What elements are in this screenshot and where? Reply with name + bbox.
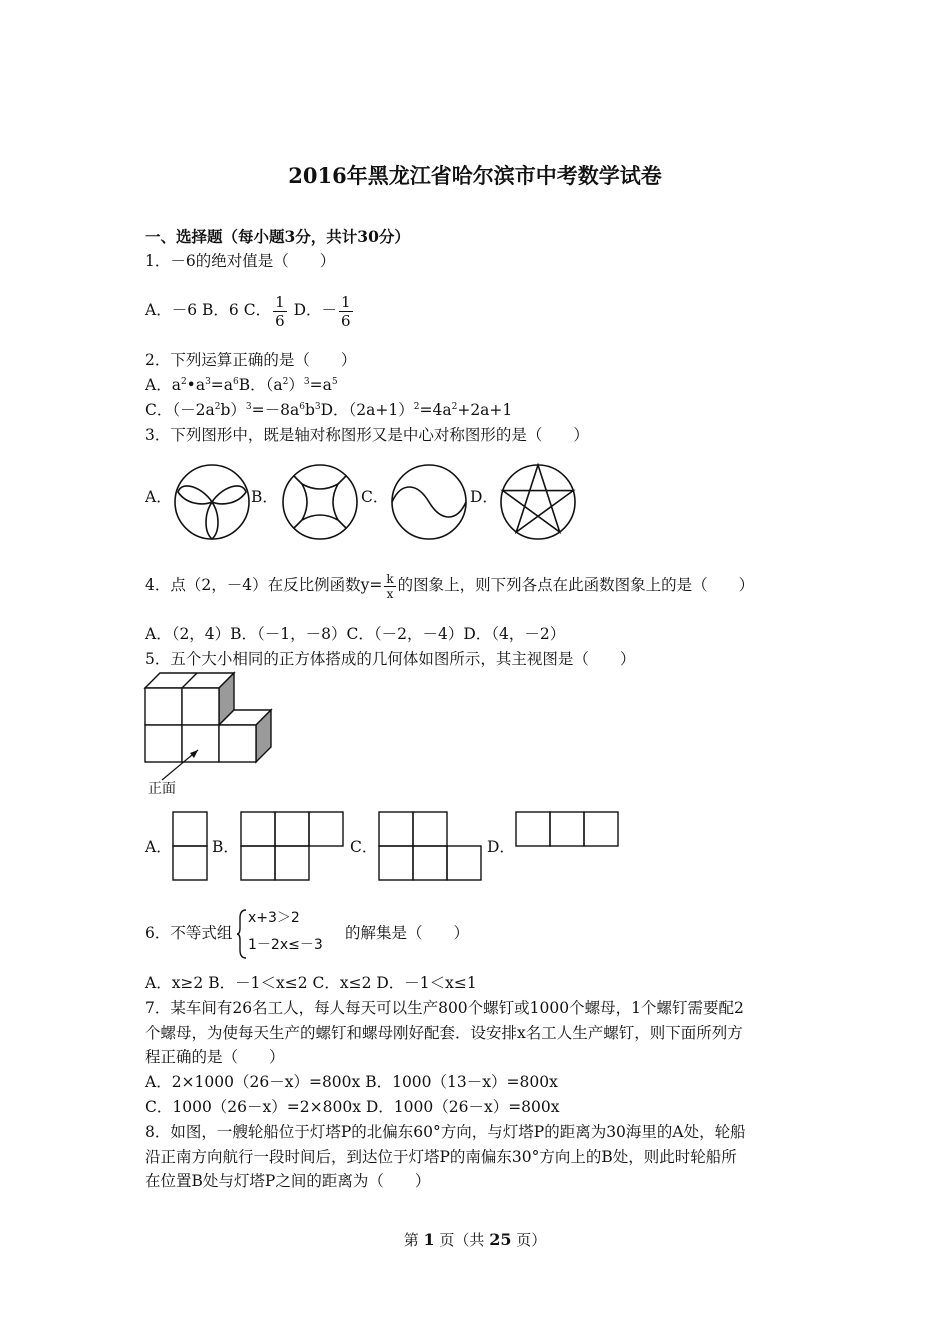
page-title: 2016年黑龙江省哈尔滨市中考数学试卷 [288, 163, 662, 188]
q6-options: A．x≥2 B．－1＜x≤2 C．x≤2 D．－1＜x≤1 [145, 974, 477, 992]
q2-stem: 2．下列运算正确的是（ ） [145, 351, 357, 369]
q3-label-d: D． [470, 488, 498, 506]
q1-option-d: D．－ [293, 301, 337, 319]
q5-stem: 5．五个大小相同的正方体搭成的几何体如图所示，其主视图是（ ） [145, 650, 636, 668]
figure-a-trefoil [172, 462, 252, 542]
q5-label-a: A． [145, 838, 172, 856]
q1-option-a: A．－6 [145, 301, 198, 319]
q6-post: 的解集是（ ） [345, 924, 470, 942]
q6-brace [236, 908, 248, 960]
section-heading: 一、选择题（每小题3分，共计30分） [145, 227, 410, 246]
q1-fraction-d: $\frac{1}{6}$ [341, 292, 351, 330]
q3-stem: 3．下列图形中，既是轴对称图形又是中心对称图形的是（ ） [145, 426, 589, 444]
current-page-number: 1 [423, 1230, 435, 1249]
q1-stem: 1．－6的绝对值是（ ） [145, 252, 336, 270]
q7-line-3: 程正确的是（ ） [145, 1048, 285, 1066]
q3-label-c: C． [361, 488, 389, 506]
figure-d-pentagram [498, 462, 578, 542]
q5-label-d: D． [487, 838, 515, 856]
figure-c-s-curve [389, 462, 469, 542]
q1-option-c: C． [243, 301, 272, 319]
q5-option-c-figure [378, 811, 486, 883]
q4-options: A．（2，4）B．（－1，－8）C．（－2，－4）D．（4，－2） [145, 625, 566, 643]
q7-line-2: 个螺母，为使每天生产的螺钉和螺母刚好配套．设安排x名工人生产螺钉，则下面所列方 [145, 1024, 743, 1042]
total-page-count: 25 [489, 1230, 512, 1249]
q3-label-b: B． [251, 488, 278, 506]
q1-option-b: B．6 [202, 301, 239, 319]
q7-line-1: 7．某车间有26名工人，每人每天可以生产800个螺钉或1000个螺母，1个螺钉需要配2 [145, 999, 744, 1017]
q1-options [145, 290, 355, 330]
q3-label-a: A． [145, 488, 172, 506]
q8-line-3: 在位置B处与灯塔P之间的距离为（ ） [145, 1172, 431, 1190]
q2-options-ab: A．$a^2•a^3=a^6B$．$(a^2)^3=a^5$ [145, 376, 338, 394]
q4-stem: 4．点（2，－4）在反比例函数y= $\frac{k}{x}$ 的图象上，则下列各点在此函数图象上的是（ ） [145, 571, 755, 601]
q6-pre: 6．不等式组 [145, 924, 233, 942]
q5-option-d-figure [515, 811, 623, 849]
q1-fraction-c: $\frac{1}{6}$ [275, 292, 285, 330]
q7-options-ab: A．2×1000（26－x）=800x B．1000（13－x）=800x [145, 1073, 558, 1091]
q8-line-1: 8．如图，一艘轮船位于灯塔P的北偏东60°方向，与灯塔P的距离为30海里的A处，轮船 [145, 1123, 746, 1141]
q5-label-b: B． [212, 838, 239, 856]
q5-option-a-figure [172, 811, 210, 883]
q4-fraction: $\frac{k}{x}$ [386, 571, 394, 601]
q8-line-2: 沿正南方向航行一段时间后，到达位于灯塔P的南偏东30°方向上的B处，则此时轮船所 [145, 1148, 737, 1166]
q2-options-cd: C．$(-2a^2b)^3=-8a^6b^3D$．$(2a+1)^2=4a^2+2a+1$ [145, 401, 513, 419]
q5-label-c: C． [350, 838, 378, 856]
q5-front-label: 正面 [148, 781, 176, 797]
figure-b-concave-square [280, 462, 360, 542]
q7-options-cd: C．1000（26－x）=2×800x D．1000（26－x）=800x [145, 1098, 560, 1116]
q5-option-b-figure [240, 811, 348, 883]
q6-inequality-2: 1－2x≤－3 [248, 937, 323, 953]
page-footer: 第 1 页（共 25 页） [403, 1230, 547, 1249]
q6-inequality-1: x+3＞2 [248, 910, 300, 926]
